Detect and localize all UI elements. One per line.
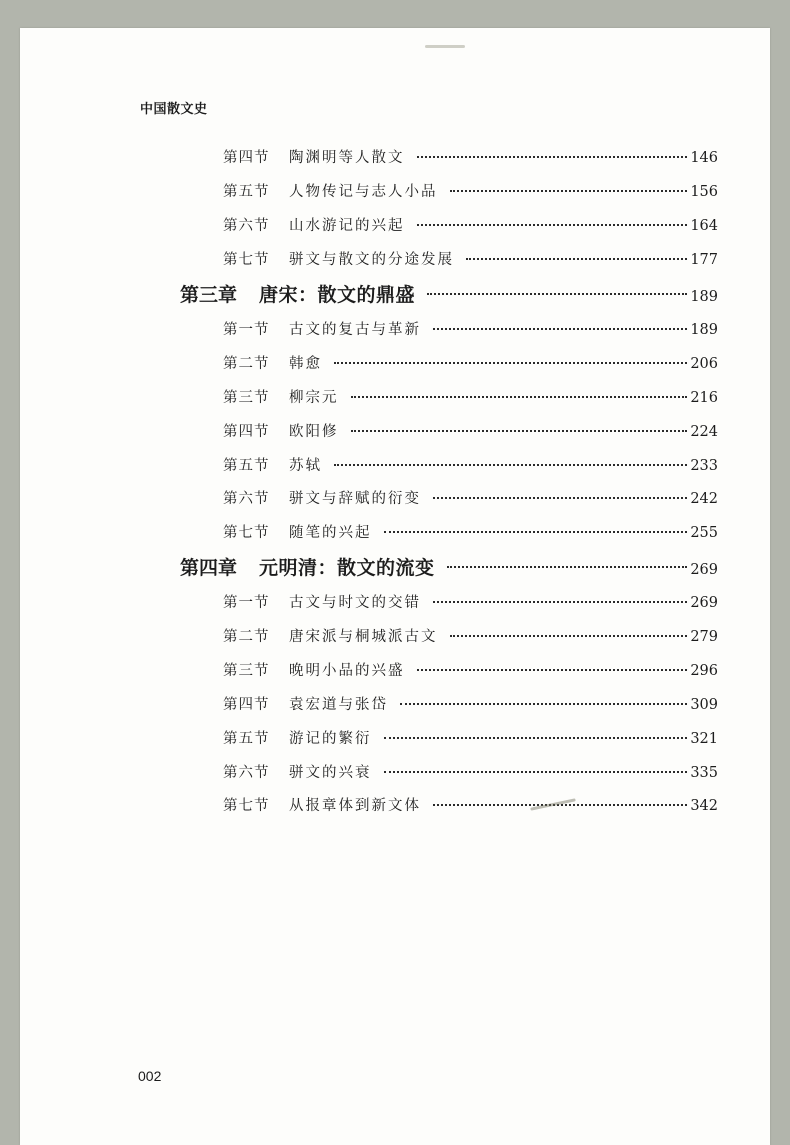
page-number: 206 — [690, 356, 718, 372]
toc-chapter-entry[interactable] — [180, 280, 718, 307]
page-number: 296 — [690, 663, 718, 679]
page-number: 177 — [690, 252, 718, 268]
section-number: 第四节 — [223, 697, 270, 713]
section-number: 第五节 — [223, 731, 270, 747]
toc-entry[interactable] — [223, 521, 718, 542]
dot-leader — [417, 669, 688, 671]
page-number: 342 — [690, 798, 718, 814]
page-number: 242 — [690, 491, 718, 507]
dot-leader — [351, 396, 688, 398]
dot-leader — [384, 771, 688, 773]
section-number: 第七节 — [223, 798, 270, 814]
section-number: 第五节 — [223, 458, 270, 474]
chapter-number: 第三章 — [180, 284, 238, 306]
toc-entry[interactable] — [223, 180, 718, 201]
section-number: 第四节 — [223, 150, 270, 166]
toc-entry[interactable] — [223, 146, 718, 167]
toc-entry[interactable] — [223, 659, 718, 680]
toc-entry[interactable] — [223, 794, 718, 815]
dot-leader — [433, 497, 687, 499]
page-number: 279 — [690, 629, 718, 645]
page-number: 146 — [690, 150, 718, 166]
page-number: 269 — [690, 562, 718, 578]
toc-entry[interactable] — [223, 591, 718, 612]
section-number: 第七节 — [223, 252, 270, 268]
section-title: 随笔的兴起 — [289, 525, 372, 541]
page-number: 321 — [690, 731, 718, 747]
section-title: 柳宗元 — [289, 390, 339, 406]
page-number: 335 — [690, 765, 718, 781]
dot-leader — [466, 258, 687, 260]
page-number: 189 — [690, 289, 718, 305]
section-title: 袁宏道与张岱 — [289, 697, 388, 713]
toc-entry[interactable] — [223, 727, 718, 748]
section-number: 第二节 — [223, 356, 270, 372]
section-number: 第七节 — [223, 525, 270, 541]
toc-entry[interactable] — [223, 352, 718, 373]
dot-leader — [400, 703, 687, 705]
section-number: 第一节 — [223, 322, 270, 338]
section-number: 第一节 — [223, 595, 270, 611]
toc-entry[interactable] — [223, 386, 718, 407]
chapter-title: 唐宋：散文的鼎盛 — [259, 284, 416, 306]
toc-chapter-entry[interactable] — [180, 553, 718, 580]
dot-leader — [384, 531, 688, 533]
dot-leader — [334, 464, 687, 466]
page-number: 189 — [690, 322, 718, 338]
running-header: 中国散文史 — [140, 102, 208, 117]
section-number: 第三节 — [223, 390, 270, 406]
section-title: 骈文与辞赋的衍变 — [289, 491, 421, 507]
section-number: 第三节 — [223, 663, 270, 679]
toc-entry[interactable] — [223, 248, 718, 269]
chapter-number: 第四章 — [180, 557, 238, 579]
section-title: 游记的繁衍 — [289, 731, 372, 747]
dot-leader — [450, 635, 688, 637]
section-number: 第二节 — [223, 629, 270, 645]
dot-leader — [450, 190, 688, 192]
dot-leader — [427, 293, 687, 295]
toc-entry[interactable] — [223, 625, 718, 646]
section-title: 陶渊明等人散文 — [289, 150, 405, 166]
chapter-title: 元明清：散文的流变 — [259, 557, 435, 579]
dot-leader — [351, 430, 688, 432]
page-number: 156 — [690, 184, 718, 200]
book-page — [20, 28, 770, 1145]
dot-leader — [433, 601, 687, 603]
section-title: 古文的复古与革新 — [289, 322, 421, 338]
toc-entry[interactable] — [223, 761, 718, 782]
dot-leader — [334, 362, 687, 364]
section-number: 第五节 — [223, 184, 270, 200]
page-number: 233 — [690, 458, 718, 474]
dot-leader — [433, 328, 687, 330]
section-title: 人物传记与志人小品 — [289, 184, 438, 200]
page-folio: 002 — [138, 1068, 162, 1084]
page-number: 164 — [690, 218, 718, 234]
page-number: 224 — [690, 424, 718, 440]
section-title: 苏轼 — [289, 458, 322, 474]
dot-leader — [447, 566, 688, 568]
page-number: 309 — [690, 697, 718, 713]
page-number: 216 — [690, 390, 718, 406]
section-number: 第四节 — [223, 424, 270, 440]
toc-entry[interactable] — [223, 454, 718, 475]
section-title: 欧阳修 — [289, 424, 339, 440]
section-number: 第六节 — [223, 218, 270, 234]
scan-smudge — [425, 45, 465, 48]
page-number: 269 — [690, 595, 718, 611]
section-title: 骈文的兴衰 — [289, 765, 372, 781]
section-title: 韩愈 — [289, 356, 322, 372]
dot-leader — [417, 224, 688, 226]
section-title: 唐宋派与桐城派古文 — [289, 629, 438, 645]
toc-entry[interactable] — [223, 420, 718, 441]
section-title: 古文与时文的交错 — [289, 595, 421, 611]
toc-entry[interactable] — [223, 487, 718, 508]
section-title: 晚明小品的兴盛 — [289, 663, 405, 679]
section-number: 第六节 — [223, 765, 270, 781]
dot-leader — [384, 737, 688, 739]
toc-entry[interactable] — [223, 318, 718, 339]
section-title: 山水游记的兴起 — [289, 218, 405, 234]
toc-entry[interactable] — [223, 693, 718, 714]
section-title: 骈文与散文的分途发展 — [289, 252, 454, 268]
page-number: 255 — [690, 525, 718, 541]
section-number: 第六节 — [223, 491, 270, 507]
section-title: 从报章体到新文体 — [289, 798, 421, 814]
dot-leader — [417, 156, 688, 158]
toc-entry[interactable] — [223, 214, 718, 235]
